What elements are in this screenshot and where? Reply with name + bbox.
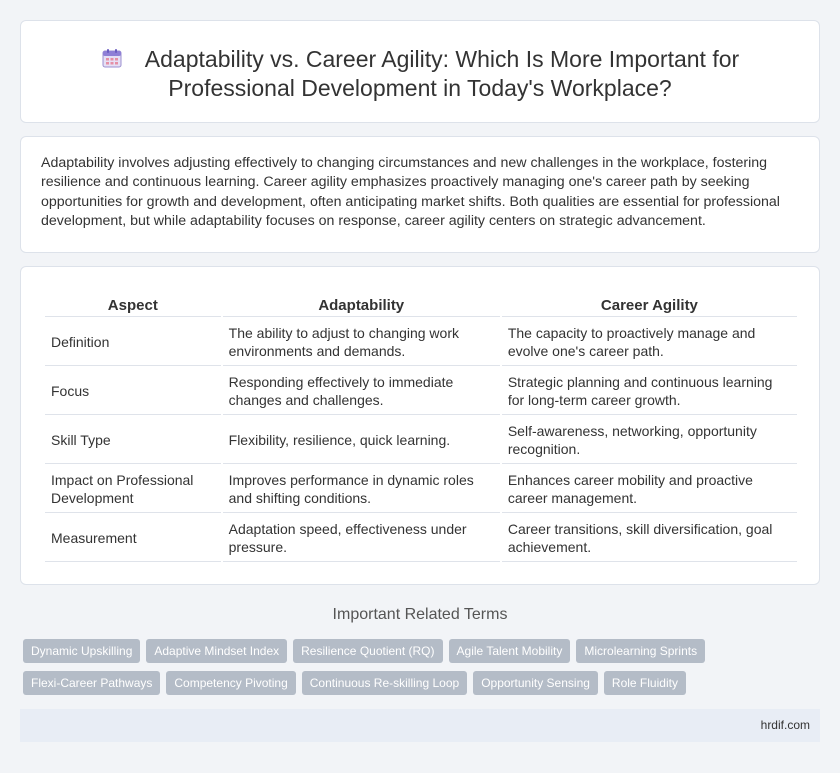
row-career-agility: Strategic planning and continuous learning for long-term career growth. [502, 366, 797, 415]
table-row [45, 513, 797, 562]
row-adaptability: The ability to adjust to changing work environments and demands. [223, 317, 500, 366]
row-adaptability: Flexibility, resilience, quick learning. [223, 415, 500, 464]
footer [20, 709, 820, 742]
row-career-agility: Career transitions, skill diversification, goal achievement. [502, 513, 797, 562]
table-row [45, 464, 797, 513]
header-adaptability: Adaptability [223, 289, 500, 317]
row-aspect: Measurement [45, 513, 221, 562]
table-row [45, 366, 797, 415]
row-adaptability: Adaptation speed, effectiveness under pressure. [223, 513, 500, 562]
row-aspect: Focus [45, 366, 221, 415]
related-tags-row-1 [23, 639, 823, 663]
related-terms-title: Important Related Terms [332, 606, 508, 623]
page-title [21, 45, 819, 103]
row-aspect: Skill Type [45, 415, 221, 464]
intro-card [20, 136, 820, 253]
header-aspect: Aspect [45, 289, 221, 317]
table-row [45, 415, 797, 464]
comparison-table [43, 289, 799, 562]
table-row [45, 317, 797, 366]
row-aspect: Impact on Professional Development [45, 464, 221, 513]
tag-microlearning-sprints[interactable]: Microlearning Sprints [576, 639, 705, 663]
tag-role-fluidity[interactable]: Role Fluidity [604, 671, 686, 695]
row-adaptability: Improves performance in dynamic roles and shifting conditions. [223, 464, 500, 513]
tag-opportunity-sensing[interactable]: Opportunity Sensing [473, 671, 598, 695]
table-header-row [45, 289, 797, 317]
title-card [20, 20, 820, 123]
row-career-agility: Self-awareness, networking, opportunity recognition. [502, 415, 797, 464]
comparison-card [20, 266, 820, 585]
tag-dynamic-upskilling[interactable]: Dynamic Upskilling [23, 639, 140, 663]
row-career-agility: The capacity to proactively manage and evolve one's career path. [502, 317, 797, 366]
calendar-icon [101, 47, 123, 69]
row-adaptability: Responding effectively to immediate changes and challenges. [223, 366, 500, 415]
tag-agile-talent-mobility[interactable]: Agile Talent Mobility [449, 639, 571, 663]
tag-competency-pivoting[interactable]: Competency Pivoting [166, 671, 295, 695]
intro-text: Adaptability involves adjusting effectively to changing circumstances and new challenges in the workplace, fostering resilience and continuous learning. Career agility emphasizes proactively managing one's career path by seeking opportunities for growth and development, often anticipating market shifts. Both qualities are essential for professional development, but while adaptability focuses on response, career agility centers on strategic advancement. [41, 155, 780, 229]
row-aspect: Definition [45, 317, 221, 366]
related-tags-row-2 [23, 671, 823, 695]
tag-continuous-reskilling-loop[interactable]: Continuous Re-skilling Loop [302, 671, 467, 695]
title-text: Adaptability vs. Career Agility: Which Is More Important for Professional Development in Today's Workplace? [144, 46, 740, 101]
footer-site-link[interactable]: hrdif.com [760, 718, 810, 732]
tag-flexi-career-pathways[interactable]: Flexi-Career Pathways [23, 671, 160, 695]
tag-adaptive-mindset-index[interactable]: Adaptive Mindset Index [146, 639, 287, 663]
tag-resilience-quotient[interactable]: Resilience Quotient (RQ) [293, 639, 442, 663]
row-career-agility: Enhances career mobility and proactive career management. [502, 464, 797, 513]
header-career-agility: Career Agility [502, 289, 797, 317]
